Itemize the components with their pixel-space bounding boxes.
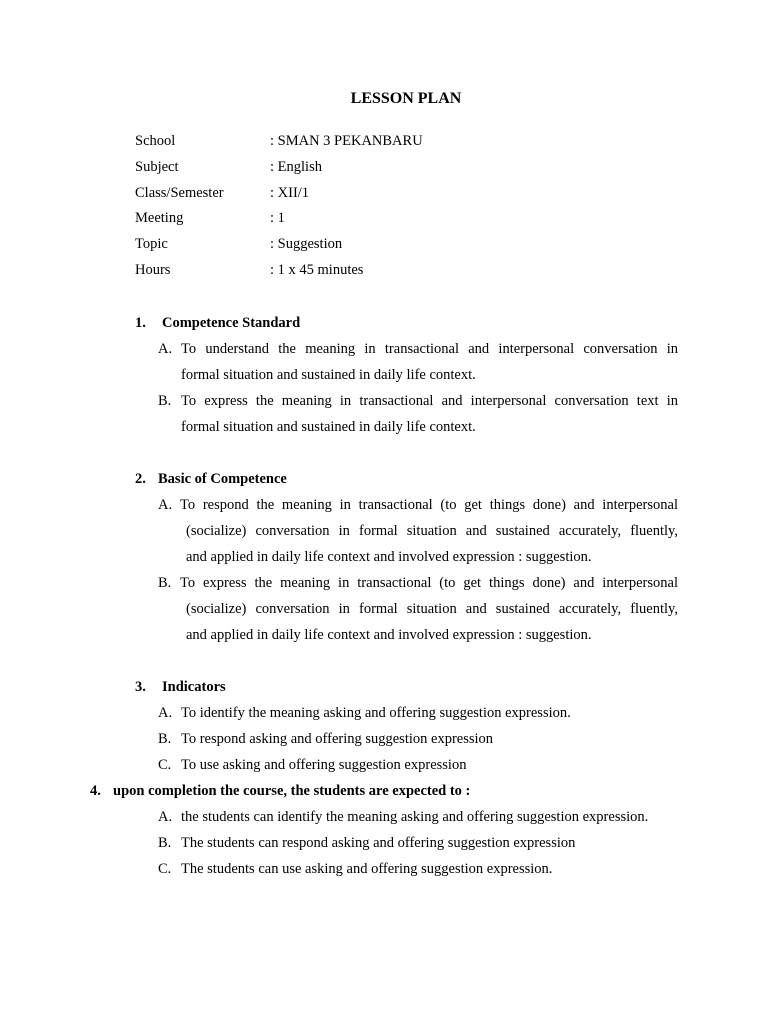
item-text: To identify the meaning asking and offering suggestion expression. bbox=[181, 705, 571, 721]
list-item bbox=[135, 391, 678, 443]
section-title: Competence Standard bbox=[162, 315, 301, 331]
info-label: Meeting bbox=[135, 210, 184, 227]
section-title: Indicators bbox=[162, 679, 226, 695]
info-value: : English bbox=[270, 158, 322, 175]
info-label: Subject bbox=[135, 158, 179, 175]
section-number: 4. bbox=[90, 783, 101, 799]
item-letter: B. bbox=[158, 575, 172, 591]
section-title: upon completion the course, the students are expected to : bbox=[113, 783, 471, 799]
info-value: : 1 bbox=[270, 210, 285, 227]
list-item bbox=[135, 729, 695, 755]
section-number: 1. bbox=[135, 315, 146, 331]
item-text-line: To express the meaning in transactional and interpersonal conversation text in bbox=[181, 393, 678, 409]
item-letter: A. bbox=[158, 497, 173, 513]
info-value: : 1 x 45 minutes bbox=[270, 261, 364, 278]
item-letter: B. bbox=[158, 835, 172, 851]
info-label: School bbox=[135, 133, 176, 149]
item-text-line: To respond the meaning in transactional (to get things done) and interpersonal bbox=[180, 497, 678, 513]
item-letter: B. bbox=[158, 393, 172, 409]
item-text: The students can respond asking and offering suggestion expression bbox=[181, 835, 576, 851]
item-text-line: (socialize) conversation in formal situation and sustained accurately, fluently, bbox=[186, 523, 678, 539]
list-item bbox=[135, 755, 695, 781]
item-text: The students can use asking and offering suggestion expression. bbox=[181, 861, 553, 877]
item-letter: B. bbox=[158, 731, 172, 747]
section-heading bbox=[135, 677, 695, 703]
info-value: : XII/1 bbox=[270, 184, 310, 201]
item-text-line: formal situation and sustained in daily life context. bbox=[181, 419, 476, 435]
list-item bbox=[135, 339, 678, 391]
list-item bbox=[135, 495, 678, 573]
item-text-line: formal situation and sustained in daily life context. bbox=[181, 367, 476, 383]
item-letter: A. bbox=[158, 809, 173, 825]
item-text: the students can identify the meaning asking and offering suggestion expression. bbox=[181, 809, 649, 825]
info-value: : Suggestion bbox=[270, 236, 343, 253]
list-item bbox=[90, 807, 690, 833]
section-heading bbox=[135, 469, 678, 495]
list-item bbox=[135, 573, 678, 651]
section-competence-standard bbox=[135, 313, 678, 443]
item-text: To respond asking and offering suggestion expression bbox=[181, 731, 494, 747]
info-value: : SMAN 3 PEKANBARU bbox=[270, 133, 423, 149]
section-heading bbox=[135, 313, 678, 339]
section-heading bbox=[90, 781, 690, 807]
page-title: LESSON PLAN bbox=[350, 90, 462, 107]
item-text-line: To understand the meaning in transactional and interpersonal conversation in bbox=[181, 341, 678, 357]
info-label: Class/Semester bbox=[135, 184, 224, 201]
list-item bbox=[90, 859, 690, 885]
item-letter: C. bbox=[158, 861, 172, 877]
section-learning-objectives bbox=[90, 781, 690, 885]
item-letter: C. bbox=[158, 757, 172, 773]
section-number: 3. bbox=[135, 679, 146, 695]
section-number: 2. bbox=[135, 471, 146, 487]
item-text: To use asking and offering suggestion expression bbox=[181, 757, 467, 773]
list-item bbox=[90, 833, 690, 859]
item-text-line: To express the meaning in transactional (to get things done) and interpersonal bbox=[180, 575, 678, 591]
item-text-line: and applied in daily life context and involved expression : suggestion. bbox=[186, 549, 592, 565]
item-letter: A. bbox=[158, 341, 173, 357]
item-letter: A. bbox=[158, 705, 173, 721]
section-indicators bbox=[135, 677, 695, 781]
item-text-line: (socialize) conversation in formal situation and sustained accurately, fluently, bbox=[186, 601, 678, 617]
info-label: Topic bbox=[135, 236, 168, 253]
list-item bbox=[135, 703, 695, 729]
section-basic-of-competence bbox=[135, 469, 678, 651]
info-label: Hours bbox=[135, 261, 171, 278]
item-text-line: and applied in daily life context and involved expression : suggestion. bbox=[186, 627, 592, 643]
section-title: Basic of Competence bbox=[158, 471, 287, 487]
